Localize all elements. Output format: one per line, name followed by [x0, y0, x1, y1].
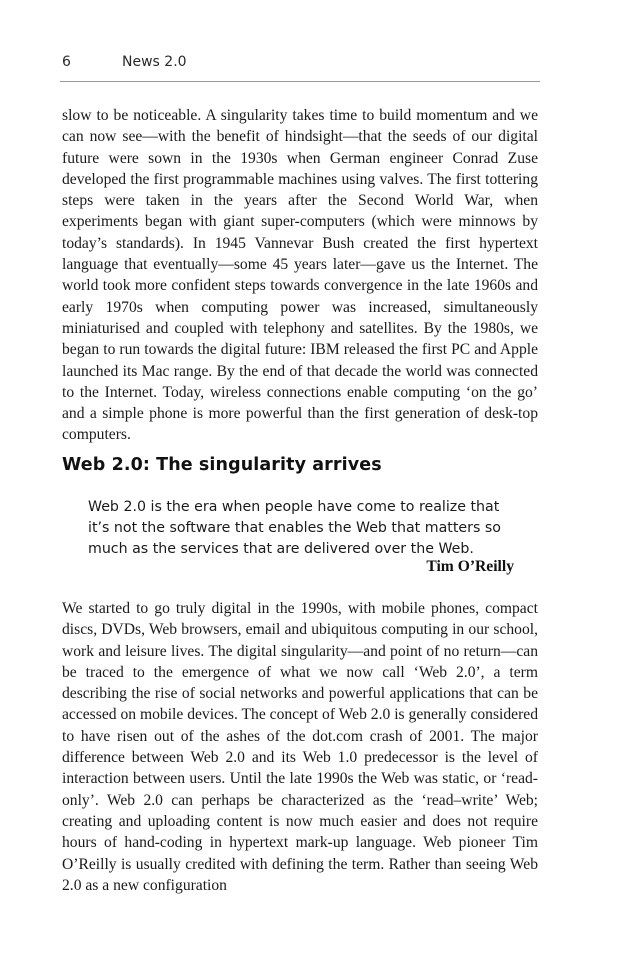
running-title: News 2.0 [122, 54, 187, 70]
header-divider [60, 81, 540, 82]
epigraph-quote: Web 2.0 is the era when people have come to realize that it’s not the software that enables the Web that matters so much as the services that are delivered over the Web. [88, 499, 501, 557]
body-paragraph: We started to go truly digital in the 1990s, with mobile phones, compact discs, DVDs, Web browsers, email and ubiquitous computing in our school, work and leisure lives. The digital singularity—and point of no return—can be traced to the emergence of what we now call ‘Web 2.0’, a term describing the rise of social networks and powerful applications that can be accessed on mobile devices. The concept of Web 2.0 is generally considered to have risen out of the ashes of the dot.​com crash of 2001. The major difference between Web 2.0 and its Web 1.0 predecessor is the level of interaction between users. Until the late 1990s the Web was static, or ‘read-only’. Web 2.0 can perhaps be characterized as the ‘read–write’ Web; creating and uploading content is now much easier and does not require hours of hand-coding in hypertext mark-up language. Web pioneer Tim O’Reilly is usually credited with defining the term. Rather than seeing Web 2.0 as a new configuration [62, 600, 538, 894]
page-number: 6 [62, 54, 71, 70]
body-paragraph: slow to be noticeable. A singularity takes time to build momentum and we can now see—with the benefit of hindsight—that the seeds of our digital future were sown in the 1930s when German engineer Conrad Zuse developed the first programmable machines using valves. The first tottering steps were taken in the years after the Second World War, when experiments began with giant super-computers (which were minnows by today’s standards). In 1945 Vannevar Bush created the first hypertext language that eventually—some 45 years later—gave us the Internet. The world took more confident steps towards convergence in the late 1960s and early 1970s when computing power was increased, simultaneously miniaturised and coupled with telephony and satellites. By the 1980s, we began to run towards the digital future: IBM released the first PC and Apple launched its Mac range. By the end of that decade the world was connected to the Internet. Today, wireless connections enable computing ‘on the go’ and a simple phone is more powerful than the first generation of desk-top computers. [62, 107, 538, 444]
running-head [62, 54, 540, 78]
epigraph-attribution: Tim O’Reilly [426, 558, 514, 575]
section-heading: Web 2.0: The singularity arrives [62, 455, 382, 475]
